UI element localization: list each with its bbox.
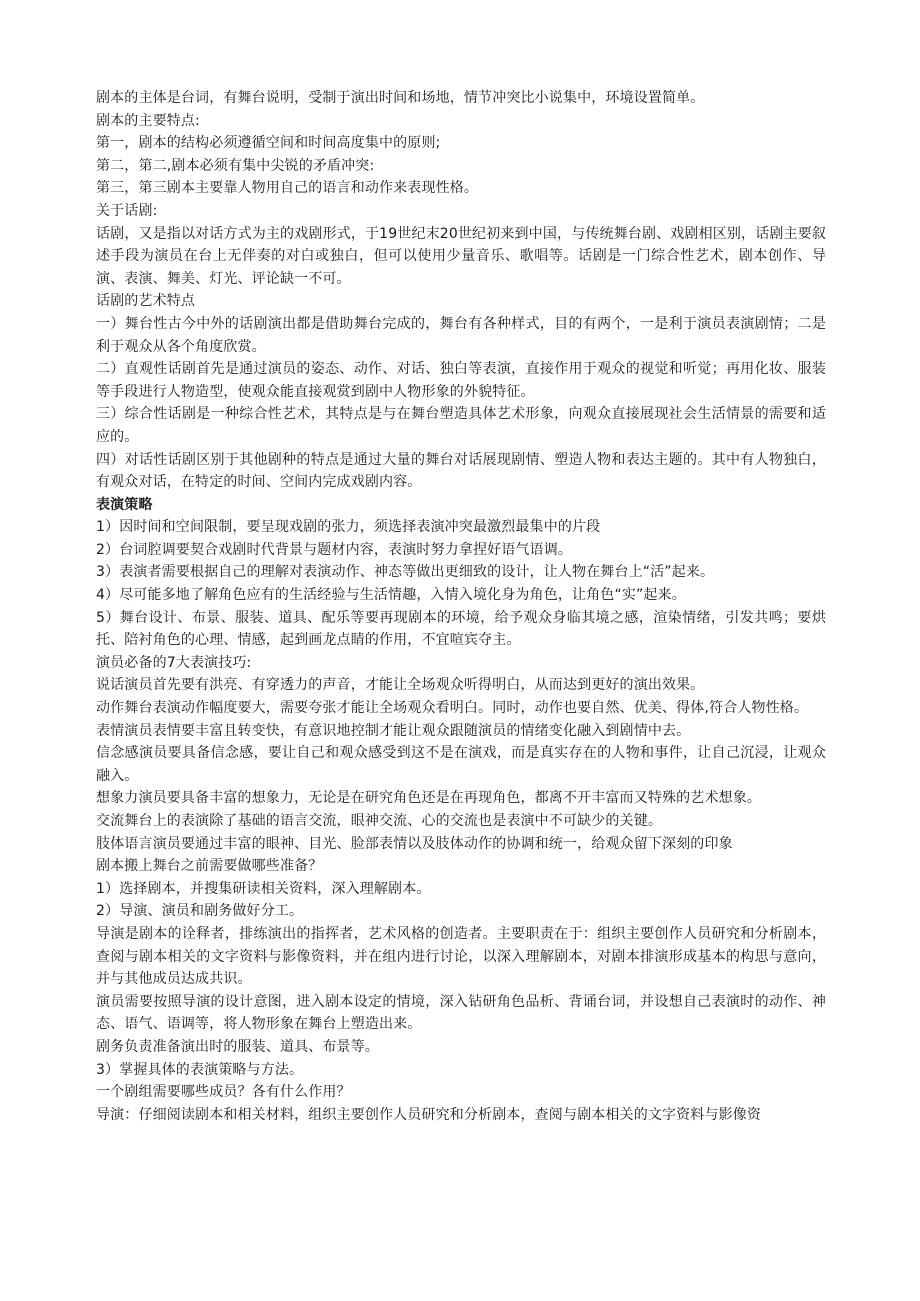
document-page (96, 87, 826, 1126)
paragraph-2: 剧本的主要特点: (96, 112, 200, 129)
paragraph-32: 剧务负责准备演出时的服装、道具、布景等。 (96, 1038, 379, 1055)
paragraph-25: 交流舞台上的表演除了基础的语言交流，眼神交流、心的交流也是表演中不可缺少的关键。 (96, 813, 662, 829)
paragraph-3: 第一，剧本的结构必须遵循空间和时间高度集中的原则; (96, 135, 441, 152)
paragraph-24: 想象力演员要具备丰富的想象力，无论是在研究角色还是在再现角色，都离不开丰富而又特殊的艺术想象。 (96, 790, 762, 807)
paragraph-30: 导演是剧本的诠释者，排练演出的指挥者，艺术风格的创造者。主要职责在于：组织主要创作人员研究和分析剧本，查阅与剧本相关的文字资料与影像资料，并在组内进行讨论，以深入理解剧本，对剧本排演形成基本的构思与意向，并与其他成员达成共识。 (96, 925, 826, 988)
paragraph-9: 一）舞台性古今中外的话剧演出都是借助舞台完成的，舞台有各种样式，目的有两个，一是利于演员表演剧情；二是利于观众从各个角度欣赏。 (96, 315, 826, 355)
paragraph-18: 5）舞台设计、布景、服装、道具、配乐等要再现剧本的环境，给予观众身临其境之感，渲染情绪，引发共鸣；要烘托、陪衬角色的心理、情感，起到画龙点睛的作用，不宜喧宾夺主。 (96, 609, 826, 649)
paragraph-33: 3）掌握具体的表演策略与方法。 (96, 1061, 304, 1078)
paragraph-29: 2）导演、演员和剧务做好分工。 (96, 903, 304, 920)
paragraph-22: 表情演员表情要丰富且转变快，有意识地控制才能让观众跟随演员的情绪变化融入到剧情中去。 (96, 722, 691, 739)
paragraph-31: 演员需要按照导演的设计意图，进入剧本设定的情境，深入钻研角色品析、背诵台词，并设想自己表演时的动作、神态、语气、语调等，将人物形象在舞台上塑造出来。 (96, 993, 826, 1033)
paragraph-16: 3）表演者需要根据自己的理解对表演动作、神态等做出更细致的设计，让人物在舞台上“活”起来。 (96, 564, 715, 581)
paragraph-17: 4）尽可能多地了解角色应有的生活经验与生活情趣，入情入境化身为角色，让角色“实”起来。 (96, 587, 686, 604)
paragraph-11: 三）综合性话剧是一种综合性艺术，其特点是与在舞台塑造具体艺术形象，向观众直接展现社会生活情景的需要和适应的。 (96, 406, 826, 445)
paragraph-20: 说话演员首先要有洪亮、有穿透力的声音，才能让全场观众听得明白，从而达到更好的演出效果。 (96, 677, 705, 694)
paragraph-19: 演员必备的7大表演技巧: (96, 654, 252, 671)
paragraph-34: 一个剧组需要哪些成员？各有什么作用？ (96, 1084, 351, 1101)
paragraph-26: 肢体语言演员要通过丰富的眼神、目光、脸部表情以及肢体动作的协调和统一，给观众留下深刻的印象 (96, 835, 733, 852)
paragraph-35: 导演：仔细阅读剧本和相关材料，组织主要创作人员研究和分析剧本，查阅与剧本相关的文字资料与影像资 (96, 1106, 762, 1123)
paragraph-5: 第三，第三剧本主要靠人物用自己的语言和动作来表现性格。 (96, 180, 479, 197)
paragraph-14: 1）因时间和空间限制，要呈现戏剧的张力，须选择表演冲突最激烈最集中的片段 (96, 519, 601, 536)
paragraph-15: 2）台词腔调要契合戏剧时代背景与题材内容，表演时努力拿捏好语气语调。 (96, 541, 573, 558)
paragraph-8: 话剧的艺术特点 (96, 293, 196, 310)
paragraph-28: 1）选择剧本，并搜集研读相关资料，深入理解剧本。 (96, 880, 431, 897)
section-heading-performance-strategy: 表演策略 (96, 496, 153, 513)
paragraph-12: 四）对话性话剧区别于其他剧种的特点是通过大量的舞台对话展现剧情、塑造人物和表达主题的。其中有人物独白，有观众对话，在特定的时间、空间内完成戏剧内容。 (96, 451, 826, 491)
paragraph-1: 剧本的主体是台词，有舞台说明，受制于演出时间和场地，情节冲突比小说集中，环境设置简单。 (96, 90, 705, 106)
paragraph-6: 关于话剧: (96, 202, 158, 219)
paragraph-27: 剧本搬上舞台之前需要做哪些准备？ (96, 858, 323, 875)
paragraph-7: 话剧，又是指以对话方式为主的戏剧形式，于19世纪末20世纪初来到中国，与传统舞台剧、戏剧相区别，话剧主要叙述手段为演员在台上无伴奏的对白或独白，但可以使用少量音乐、歌唱等。话剧是一门综合性艺术，剧本创作、导演、表演、舞美、灯光、评论缺一不可。 (96, 225, 826, 287)
paragraph-4: 第二，第二,剧本必须有集中尖锐的矛盾冲突: (96, 157, 375, 174)
paragraph-10: 二）直观性话剧首先是通过演员的姿态、动作、对话、独白等表演，直接作用于观众的视觉和听觉；再用化妆、服装等手段进行人物造型，使观众能直接观赏到剧中人物形象的外貌特征。 (96, 361, 826, 400)
paragraph-21: 动作舞台表演动作幅度要大，需要夸张才能让全场观众看明白。同时，动作也要自然、优美、得体,符合人物性格。 (96, 700, 809, 717)
paragraph-23: 信念感演员要具备信念感，要让自己和观众感受到这不是在演戏，而是真实存在的人物和事件，让自己沉浸，让观众融入。 (96, 745, 826, 784)
